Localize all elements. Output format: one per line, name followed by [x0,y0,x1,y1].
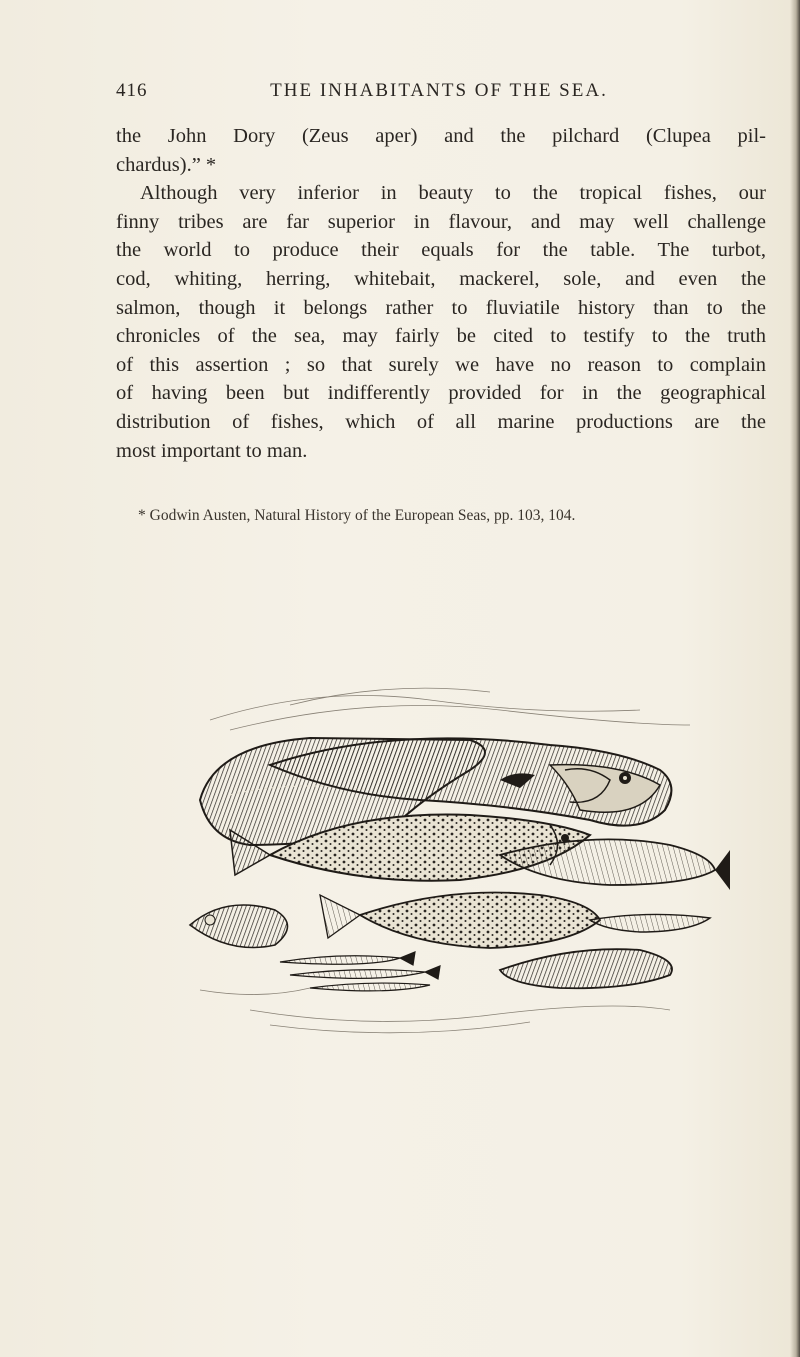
small-fish [190,905,288,948]
sole [500,949,672,988]
text-line: chronicles of the sea, may fairly be cited to testify to the truth [116,325,766,348]
herring [590,914,710,932]
text-line: of having been but indifferently provided for in the geographical [116,382,766,405]
page-number: 416 [116,80,148,101]
running-header [116,80,722,110]
text-line: salmon, though it belongs rather to fluviatile history than to the [116,296,766,319]
text-line: of this assertion ; so that surely we have no reason to complain [116,353,766,376]
running-title: THE INHABITANTS OF THE SEA. [270,80,608,101]
text-line: Although very inferior in beauty to the tropical fishes, our [140,182,766,205]
whitebait [280,952,440,991]
text-line: chardus).” * [116,153,217,176]
page-edge-shadow [790,0,800,1357]
text-line: distribution of fishes, which of all marine productions are the [116,410,766,433]
text-line: finny tribes are far superior in flavour, and may well challenge [116,210,766,233]
text-line: the John Dory (Zeus aper) and the pilchard (Clupea pil- [116,125,766,147]
text-line: most important to man. [116,439,308,462]
footnote: * Godwin Austen, Natural History of the European Seas, pp. 103, 104. [138,507,576,524]
body-text [116,122,766,465]
whiting [360,893,600,949]
fish-engraving [170,670,730,1060]
text-line: the world to produce their equals for the table. The turbot, [116,239,766,262]
text-line: cod, whiting, herring, whitebait, mackerel, sole, and even the [116,267,766,290]
